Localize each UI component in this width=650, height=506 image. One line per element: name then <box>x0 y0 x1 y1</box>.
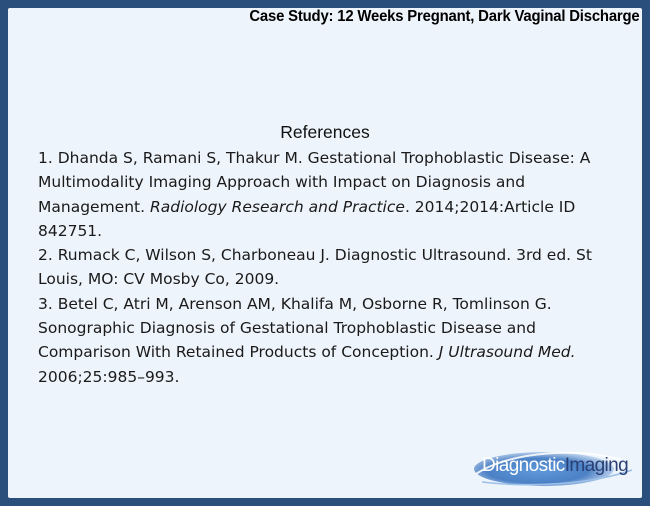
references-heading: References <box>280 122 370 142</box>
slide-body <box>8 8 642 498</box>
reference-text: 3. Betel C, Atri M, Arenson AM, Khalifa M, Osborne R, Tomlinson G. Sonographic Diagnosis of Gestational Trophoblastic Disease and Comparison With Retained Products of Conception. <box>38 294 552 362</box>
reference-text: 2. Rumack C, Wilson S, Charboneau J. Diagnostic Ultrasound. 3rd ed. St Louis, MO: CV Mosby Co, 2009. <box>38 246 592 289</box>
reference-journal: Radiology Research and Practice <box>149 197 405 216</box>
diagnostic-imaging-logo <box>472 444 636 488</box>
references-list <box>38 146 628 389</box>
reference-details: 2006;25:985–993. <box>38 367 180 386</box>
logo-word-diagnostic: Diagnostic <box>482 455 565 476</box>
reference-journal: J Ultrasound Med. <box>438 343 576 362</box>
reference-item <box>38 243 628 292</box>
logo-wordmark <box>482 455 628 477</box>
reference-text: 1. Dhanda S, Ramani S, Thakur M. Gestational Trophoblastic Disease: A Multimodality Imaging Approach with Impact on Diagnosis and Management. <box>38 149 591 216</box>
logo-word-imaging: Imaging <box>564 455 629 476</box>
slide-title: Case Study: 12 Weeks Pregnant, Dark Vaginal Discharge <box>249 8 640 25</box>
reference-item <box>38 146 628 243</box>
reference-details: . 2014;2014:Article ID 842751. <box>38 197 576 240</box>
reference-item <box>38 292 628 389</box>
